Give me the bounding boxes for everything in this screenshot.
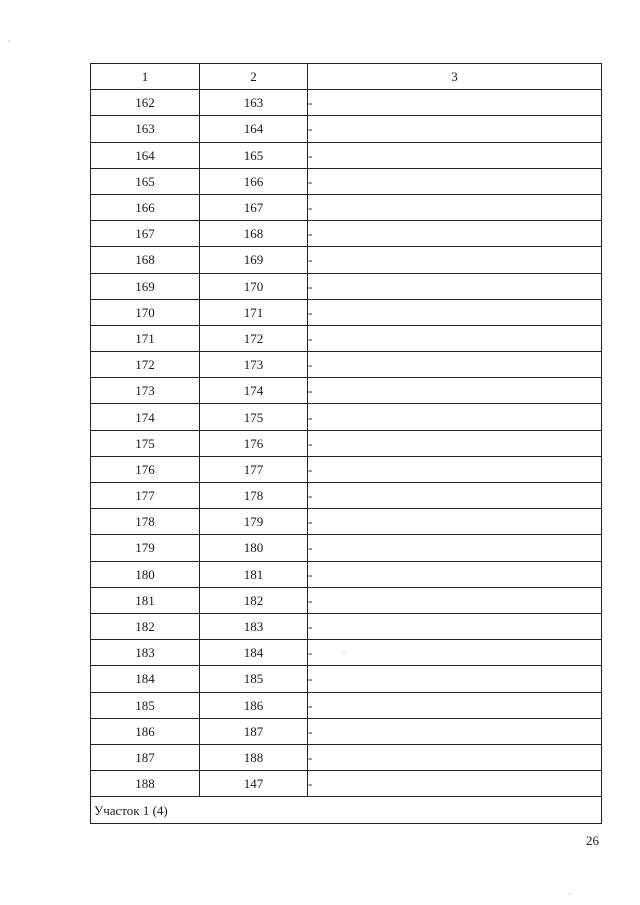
value-cell: - xyxy=(308,744,602,770)
value-cell: - xyxy=(308,168,602,194)
to-point-cell: 176 xyxy=(200,430,308,456)
value-cell: - xyxy=(308,456,602,482)
table-row xyxy=(91,666,602,692)
value-cell: - xyxy=(308,718,602,744)
value-cell: - xyxy=(308,692,602,718)
from-point-cell: 185 xyxy=(91,692,200,718)
from-point-cell: 173 xyxy=(91,378,200,404)
to-point-cell: 182 xyxy=(200,587,308,613)
to-point-cell: 163 xyxy=(200,90,308,116)
value-cell: - xyxy=(308,613,602,639)
from-point-cell: 174 xyxy=(91,404,200,430)
table-row xyxy=(91,90,602,116)
to-point-cell: 166 xyxy=(200,168,308,194)
to-point-cell: 174 xyxy=(200,378,308,404)
to-point-cell: 168 xyxy=(200,221,308,247)
value-cell: - xyxy=(308,509,602,535)
value-cell: - xyxy=(308,247,602,273)
from-point-cell: 169 xyxy=(91,273,200,299)
table-row xyxy=(91,247,602,273)
from-point-cell: 170 xyxy=(91,299,200,325)
value-cell: - xyxy=(308,587,602,613)
to-point-cell: 179 xyxy=(200,509,308,535)
to-point-cell: 173 xyxy=(200,352,308,378)
to-point-cell: 184 xyxy=(200,640,308,666)
table-row xyxy=(91,116,602,142)
table-row xyxy=(91,194,602,220)
coordinates-table xyxy=(90,63,602,824)
from-point-cell: 166 xyxy=(91,194,200,220)
to-point-cell: 178 xyxy=(200,483,308,509)
value-cell: - xyxy=(308,90,602,116)
from-point-cell: 186 xyxy=(91,718,200,744)
value-cell: - xyxy=(308,666,602,692)
table-row xyxy=(91,273,602,299)
to-point-cell: 164 xyxy=(200,116,308,142)
scan-speck xyxy=(8,40,10,42)
from-point-cell: 165 xyxy=(91,168,200,194)
value-cell: - xyxy=(308,404,602,430)
from-point-cell: 188 xyxy=(91,771,200,797)
from-point-cell: 179 xyxy=(91,535,200,561)
from-point-cell: 184 xyxy=(91,666,200,692)
value-cell: - xyxy=(308,116,602,142)
table-row xyxy=(91,561,602,587)
to-point-cell: 172 xyxy=(200,325,308,351)
table-row xyxy=(91,352,602,378)
to-point-cell: 165 xyxy=(200,142,308,168)
to-point-cell: 171 xyxy=(200,299,308,325)
from-point-cell: 167 xyxy=(91,221,200,247)
value-cell: - xyxy=(308,640,602,666)
value-cell: - xyxy=(308,273,602,299)
value-cell: - xyxy=(308,352,602,378)
table-row xyxy=(91,378,602,404)
value-cell: - xyxy=(308,561,602,587)
table-row xyxy=(91,744,602,770)
page-number: 26 xyxy=(586,833,599,848)
scan-speck xyxy=(569,893,571,895)
column-header: 2 xyxy=(200,64,308,90)
table-row xyxy=(91,299,602,325)
table-row xyxy=(91,718,602,744)
from-point-cell: 171 xyxy=(91,325,200,351)
table-header-row xyxy=(91,64,602,90)
column-header: 1 xyxy=(91,64,200,90)
to-point-cell: 187 xyxy=(200,718,308,744)
to-point-cell: 181 xyxy=(200,561,308,587)
from-point-cell: 180 xyxy=(91,561,200,587)
to-point-cell: 175 xyxy=(200,404,308,430)
to-point-cell: 188 xyxy=(200,744,308,770)
value-cell: - xyxy=(308,194,602,220)
table-row xyxy=(91,325,602,351)
value-cell: - xyxy=(308,299,602,325)
from-point-cell: 181 xyxy=(91,587,200,613)
table-row xyxy=(91,483,602,509)
from-point-cell: 183 xyxy=(91,640,200,666)
table-row xyxy=(91,221,602,247)
value-cell: - xyxy=(308,325,602,351)
table-row xyxy=(91,168,602,194)
from-point-cell: 172 xyxy=(91,352,200,378)
table-row xyxy=(91,430,602,456)
value-cell: - xyxy=(308,221,602,247)
from-point-cell: 164 xyxy=(91,142,200,168)
value-cell: - xyxy=(308,535,602,561)
from-point-cell: 182 xyxy=(91,613,200,639)
column-header: 3 xyxy=(308,64,602,90)
from-point-cell: 178 xyxy=(91,509,200,535)
section-label: Участок 1 (4) xyxy=(91,797,602,824)
to-point-cell: 183 xyxy=(200,613,308,639)
from-point-cell: 168 xyxy=(91,247,200,273)
to-point-cell: 177 xyxy=(200,456,308,482)
from-point-cell: 187 xyxy=(91,744,200,770)
table-row xyxy=(91,587,602,613)
to-point-cell: 180 xyxy=(200,535,308,561)
from-point-cell: 177 xyxy=(91,483,200,509)
table-row xyxy=(91,404,602,430)
table-row xyxy=(91,456,602,482)
table-row xyxy=(91,142,602,168)
to-point-cell: 169 xyxy=(200,247,308,273)
value-cell: - xyxy=(308,430,602,456)
from-point-cell: 176 xyxy=(91,456,200,482)
table-footer-row xyxy=(91,797,602,824)
from-point-cell: 175 xyxy=(91,430,200,456)
value-cell: - xyxy=(308,142,602,168)
to-point-cell: 185 xyxy=(200,666,308,692)
to-point-cell: 170 xyxy=(200,273,308,299)
from-point-cell: 162 xyxy=(91,90,200,116)
table-row xyxy=(91,640,602,666)
table-row xyxy=(91,613,602,639)
to-point-cell: 147 xyxy=(200,771,308,797)
to-point-cell: 167 xyxy=(200,194,308,220)
table-row xyxy=(91,509,602,535)
value-cell: - xyxy=(308,771,602,797)
table-row xyxy=(91,535,602,561)
value-cell: - xyxy=(308,378,602,404)
value-cell: - xyxy=(308,483,602,509)
table-row xyxy=(91,771,602,797)
table-row xyxy=(91,692,602,718)
from-point-cell: 163 xyxy=(91,116,200,142)
to-point-cell: 186 xyxy=(200,692,308,718)
